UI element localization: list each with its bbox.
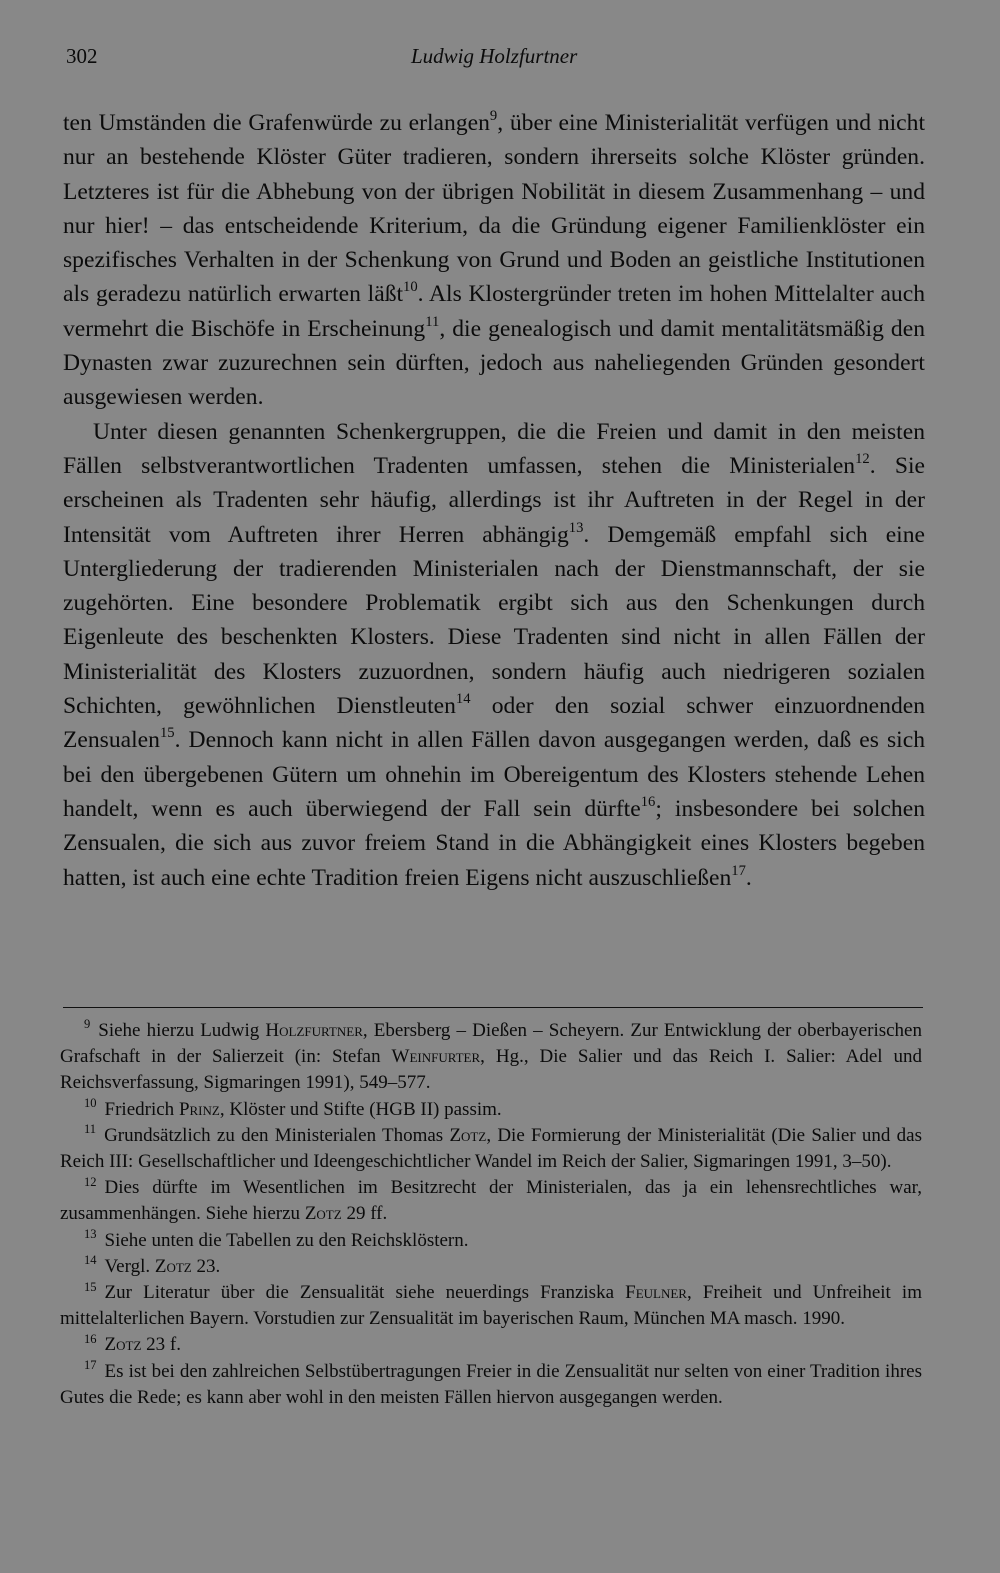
text-run: 23. xyxy=(191,1255,221,1277)
text-run: Friedrich xyxy=(104,1098,179,1120)
footnote-separator xyxy=(63,1007,923,1008)
text-run: . Dennoch kann nicht in allen Fällen davon ausgegangen werden, daß es sich bei den übergebenen Gütern um ohnehin im Obereigentum des Klosters stehende Lehen handelt, wenn es auch überwiegend der Fall sein dürfte xyxy=(63,727,925,822)
footnote-16 xyxy=(60,1332,922,1358)
text-run: Es ist bei den zahlreichen Selbstübertragungen Freier in die Zensualität nur selten von einer Tradition ihres Gutes die Rede; es kann aber wohl in den meisten Fällen hiervon ausgegangen werden. xyxy=(60,1360,922,1408)
footnotes xyxy=(60,1018,922,1411)
text-run: Vergl. xyxy=(104,1255,155,1277)
footnote-ref[interactable]: 17 xyxy=(731,862,746,879)
footnote-ref[interactable]: 9 xyxy=(489,107,498,124)
footnote-ref[interactable]: 16 xyxy=(640,793,656,810)
footnote-number: 16 xyxy=(84,1331,97,1346)
text-run: , Hg., Die Salier und das Reich I. Salier: Adel und Reichsverfassung, Sigmaringen 1991), 549–577. xyxy=(60,1046,922,1094)
author-name: Holzfurtner xyxy=(265,1020,363,1041)
footnote-ref[interactable]: 15 xyxy=(159,725,175,742)
author-name: Zotz xyxy=(104,1334,142,1356)
author-name: Zotz xyxy=(449,1124,487,1146)
footnote-ref[interactable]: 13 xyxy=(568,519,584,536)
text-run: oder den sozial schwer einzuordnenden Zensualen xyxy=(63,693,926,754)
text-run: Grundsätzlich zu den Ministerialen Thomas xyxy=(104,1124,450,1146)
author-name: Feulner xyxy=(625,1282,687,1304)
footnote-10 xyxy=(60,1097,922,1123)
text-run: 23 f. xyxy=(141,1334,181,1356)
footnote-12 xyxy=(60,1175,922,1227)
footnote-13 xyxy=(60,1228,922,1254)
author-name: Prinz xyxy=(178,1098,220,1120)
author-name: Zotz xyxy=(154,1255,192,1277)
footnote-number: 12 xyxy=(84,1174,97,1189)
text-run: , die genealogisch und damit mentalitätsmäßig den Dynasten zwar zuzurechnen sein dürften, jedoch aus naheliegenden Gründen gesondert ausgewiesen werden. xyxy=(63,315,925,411)
footnote-ref[interactable]: 11 xyxy=(425,313,440,330)
text-run: , Ebersberg – Dießen – Scheyern. Zur Entwicklung der oberbayerischen Grafschaft in der Salierzeit (in: Stefan xyxy=(60,1020,922,1068)
footnote-number: 13 xyxy=(84,1227,97,1242)
main-text xyxy=(63,106,925,895)
footnote-number: 11 xyxy=(84,1122,97,1137)
paragraph-1 xyxy=(63,106,925,415)
text-run: Zur Literatur über die Zensualität siehe neuerdings Franziska xyxy=(104,1282,626,1304)
text-run: . Demgemäß empfahl sich eine Untergliederung der tradierenden Ministerialen nach der Dienstmannschaft, der sie zugehörten. Eine besondere Problematik ergibt sich aus den Schenkungen durch Eigenleute des beschenkten Klosters. Diese Tradenten sind nicht in allen Fällen der Ministerialität des Klosters zuzuordnen, sondern häufig auch niedrigeren sozialen Schichten, gewöhnlichen Dienstleuten xyxy=(63,521,925,720)
page-header xyxy=(66,40,926,74)
paragraph-2 xyxy=(63,415,925,895)
text-run: , Klöster und Stifte (HGB II) passim. xyxy=(219,1098,502,1120)
text-run: . Sie erscheinen als Tradenten sehr häufig, allerdings ist ihr Auftreten in der Regel in der Intensität vom Auftreten ihrer Herren abhängig xyxy=(63,452,925,548)
footnote-14 xyxy=(60,1254,922,1280)
footnote-ref[interactable]: 12 xyxy=(855,450,870,467)
footnote-number: 14 xyxy=(84,1253,97,1268)
footnote-ref[interactable]: 14 xyxy=(455,690,471,707)
text-run: , Freiheit und Unfreiheit im mittelalterlichen Bayern. Vorstudien zur Zensualität im bayerischen Raum, München MA masch. 1990. xyxy=(60,1282,922,1330)
text-run: ten Umständen die Grafenwürde zu erlangen xyxy=(63,110,490,136)
footnote-11 xyxy=(60,1123,922,1175)
text-run: Siehe hierzu Ludwig xyxy=(98,1020,266,1041)
text-run: Dies dürfte im Wesentlichen im Besitzrecht der Ministerialen, das ja ein lehensrechtliches war, zusammenhängen. Siehe hierzu xyxy=(60,1177,922,1225)
author-name: Weinfurter xyxy=(391,1046,481,1068)
author-name: Zotz xyxy=(304,1203,342,1225)
footnote-ref[interactable]: 10 xyxy=(403,279,418,296)
footnote-number: 17 xyxy=(84,1358,97,1373)
text-run: ; insbesondere bei solchen Zensualen, die sich aus zuvor freiem Stand in die Abhängigkeit eines Klosters begeben hatten, ist auch eine echte Tradition freien Eigens nicht auszuschließen xyxy=(63,795,925,891)
text-run: Unter diesen genannten Schenkergruppen, die die Freien und damit in den meisten Fällen selbstverantwortlichen Tradenten umfassen, stehen die Ministerialen xyxy=(63,418,925,479)
text-run: , Die Formierung der Ministerialität (Die Salier und das Reich III: Gesellschaftlicher und Ideengeschichtlicher Wandel im Reich der Salier, Sigmaringen 1991, 3–50). xyxy=(60,1124,922,1173)
footnote-number: 9 xyxy=(84,1017,91,1032)
footnote-17 xyxy=(60,1359,922,1411)
footnote-9 xyxy=(60,1018,922,1097)
text-run: , über eine Ministerialität verfügen und nicht nur an bestehende Klöster Güter tradieren, sondern ihrerseits solche Klöster gründen. Letzteres ist für die Abhebung von der übrigen Nobilität in diesem Zusammenhang – und nur hier! – das entscheidende Kriterium, da die Gründung eigener Familienklöster ein spezifisches Verhalten in der Schenkung von Grund und Boden an geistliche Institutionen als geradezu natürlich erwarten läßt xyxy=(63,110,926,308)
text-run: 29 ff. xyxy=(341,1203,388,1225)
footnote-15 xyxy=(60,1280,922,1332)
page-number: 302 xyxy=(66,44,98,68)
footnote-number: 15 xyxy=(84,1279,97,1294)
text-run: Siehe unten die Tabellen zu den Reichsklöstern. xyxy=(104,1229,469,1251)
footnote-number: 10 xyxy=(84,1096,97,1111)
running-head: Ludwig Holzfurtner xyxy=(411,44,578,68)
text-run: . Als Klostergründer treten im hohen Mittelalter auch vermehrt die Bischöfe in Erscheinung xyxy=(63,281,925,342)
text-run: . xyxy=(745,864,752,891)
